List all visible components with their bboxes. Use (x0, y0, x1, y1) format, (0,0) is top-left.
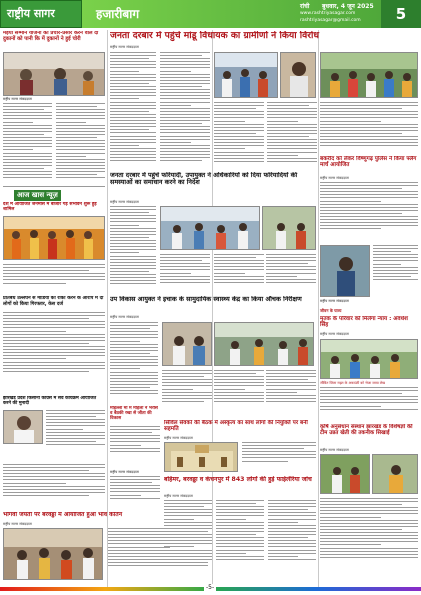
photo-caption: राष्ट्रीय सागर संवाददाता (110, 470, 139, 474)
body-text (46, 410, 105, 460)
photo-lead-3 (320, 52, 418, 98)
body-text (3, 312, 105, 392)
body-text (110, 206, 156, 292)
photo-upvikas-1 (162, 322, 212, 366)
body-text (214, 370, 264, 418)
byline: राष्ट्रीय सागर संवाददाता (3, 522, 32, 526)
byline: राष्ट्रीय सागर संवाददाता (110, 315, 139, 319)
column-divider (107, 30, 108, 590)
headline-janata: जनता दरबार में पहुंचे फरियादी, उपायुक्त ने अधिकारियों को दिया फरियादियों की समस्याओं का समाधान करने का निर्देश (110, 172, 298, 187)
photo-lead-2 (280, 52, 316, 98)
photo-krishi-2 (372, 454, 418, 494)
body-text (320, 387, 418, 421)
headline-small-mid: मोहल्ला माँ में महिला ने भरोसे व बैठकी रखा से जीता की विकास (110, 406, 158, 422)
photo-right-mid (320, 245, 370, 297)
headline-bahimar: बहिमर, बरवड्डा व कंचनपुर में 843 लोगों की हुई फाईलेरिया जांच (164, 476, 312, 483)
body-text (110, 322, 158, 402)
lead-byline: राष्ट्रीय सागर संवाददाता (110, 45, 139, 49)
photo-caption: राष्ट्रीय सागर संवाददाता (320, 299, 349, 303)
column-divider (318, 30, 319, 590)
body-text (56, 103, 105, 183)
byline: राष्ट्रीय सागर संवाददाता (320, 448, 349, 452)
byline: राष्ट्रीय सागर संवाददाता (164, 436, 193, 440)
byline: राष्ट्रीय सागर संवाददाता (320, 332, 349, 336)
headline-mritak: मृतक के परिवार को मिलेगा न्याय : अवधेश सिंह (320, 316, 408, 329)
body-text (110, 476, 160, 510)
headline-left-mid: प्रतिबंध उल्लंघन से मीडिया को रोका करने के आरोप में दो लोगों को किया गिरफ्तार, केस दर्ज (3, 296, 104, 307)
photo-janata (160, 206, 260, 250)
headline-bottom-left: भागवी जयंती पर बरवड्डा में आयोजित हुआ भाव कीर्तन (3, 512, 123, 518)
issue-date: बुधवार, 4 जून 2025 (322, 3, 374, 10)
body-text (3, 103, 52, 183)
photo-janata-2 (262, 206, 316, 250)
news-box-title: आज खास न्यूज़ (14, 190, 61, 201)
headline-krishi: कृषि अनुसंधान संस्थान झारखंड के विशेषज्ञों की टीम उन्नत खेती की तकनीक सिखाई (320, 424, 413, 437)
body-text (214, 102, 264, 170)
body-text (164, 500, 212, 578)
section-tag: जीवन के घाव्य (320, 308, 342, 313)
body-text (320, 498, 418, 578)
body-text (373, 245, 418, 297)
photo-top-left (3, 52, 105, 96)
body-text (160, 52, 210, 170)
lead-headline: जनता दरबार में पहुंचे मांडू विधायक का ग्रामीणों ने किया विरोध (110, 31, 320, 41)
page-footer (0, 583, 421, 595)
page-number: 5 (381, 0, 421, 28)
body-text (216, 500, 264, 578)
body-text (3, 264, 105, 292)
column-divider (212, 30, 213, 590)
byline: राष्ट्रीय सागर संवाददाता (320, 176, 349, 180)
body-text (268, 500, 316, 578)
photo-caption: राष्ट्रीय सागर संवाददाता (3, 97, 32, 101)
photo-news-box (3, 216, 105, 260)
news-box-item: देश में आयोजित जनमास में बाजार गेड़े संभावने शुरू हुई शामिल (3, 202, 97, 213)
photo-krishi-1 (320, 454, 370, 494)
body-text (320, 182, 418, 242)
photo-caption: जीवित जिला राहत के अकाउंटी को भेजा जाया लेख (320, 381, 386, 385)
photo-upvikas-2 (214, 322, 314, 366)
photo-portrait (3, 410, 43, 444)
photo-samiti (164, 442, 238, 472)
body-text (110, 52, 156, 170)
headline-upvikas: उप विकास आयुक्त ने इचाक के सामुदायिक स्वास्थ्य केंद्र का किया औचक निरीक्षण (110, 296, 302, 303)
body-text (160, 254, 210, 292)
body-text (267, 102, 317, 170)
byline: राष्ट्रीय सागर संवाददाता (164, 494, 193, 498)
city-short: रांची (300, 3, 310, 10)
body-text (266, 254, 316, 292)
photo-lead-1 (214, 52, 278, 98)
masthead (0, 0, 421, 28)
photo-bottom-left (3, 528, 103, 580)
headline-bakrid: बकरीद को लेकर विष्णुगढ़ पुलिस ने किया फ्लैग मार्च आयोजित (320, 156, 417, 169)
body-text (3, 464, 105, 510)
section-divider (3, 186, 105, 187)
body-text (110, 426, 160, 466)
body-text (162, 370, 212, 418)
logo-text: राष्ट्रीय सागर (7, 7, 55, 20)
website-text: www.rashtriyasagar.com (300, 11, 356, 16)
body-text (320, 102, 418, 152)
body-text (266, 370, 316, 418)
body-text (214, 254, 264, 292)
photo-mritak (320, 339, 418, 379)
byline: राष्ट्रीय सागर संवाददाता (110, 200, 139, 204)
headline-left-lower: झारखंड प्रदेश किसानों कांग्रेस में सर्वे कार्यक्रम आयोजित करने की मुनादी (3, 396, 97, 407)
masthead-meta (300, 1, 378, 27)
body-text (242, 442, 316, 472)
footer-page-mark: -5- (206, 584, 215, 591)
city-title: हजारीबाग (96, 7, 140, 21)
headline-top-left: मईया सम्मान योजना का प्रचार-प्रसार करने वाले दो दुकानों को पानी कि में दुकानों ने हुई चोरी (3, 31, 99, 42)
headline-samiti: सिविल सेवकों की बैठक में अस्कृत्य का साथ लोगों की नियुक्ति पर बनी सहमति (164, 420, 308, 433)
newspaper-logo (0, 0, 82, 28)
email-text: rashtriyasagar@gmail.com (300, 18, 361, 23)
